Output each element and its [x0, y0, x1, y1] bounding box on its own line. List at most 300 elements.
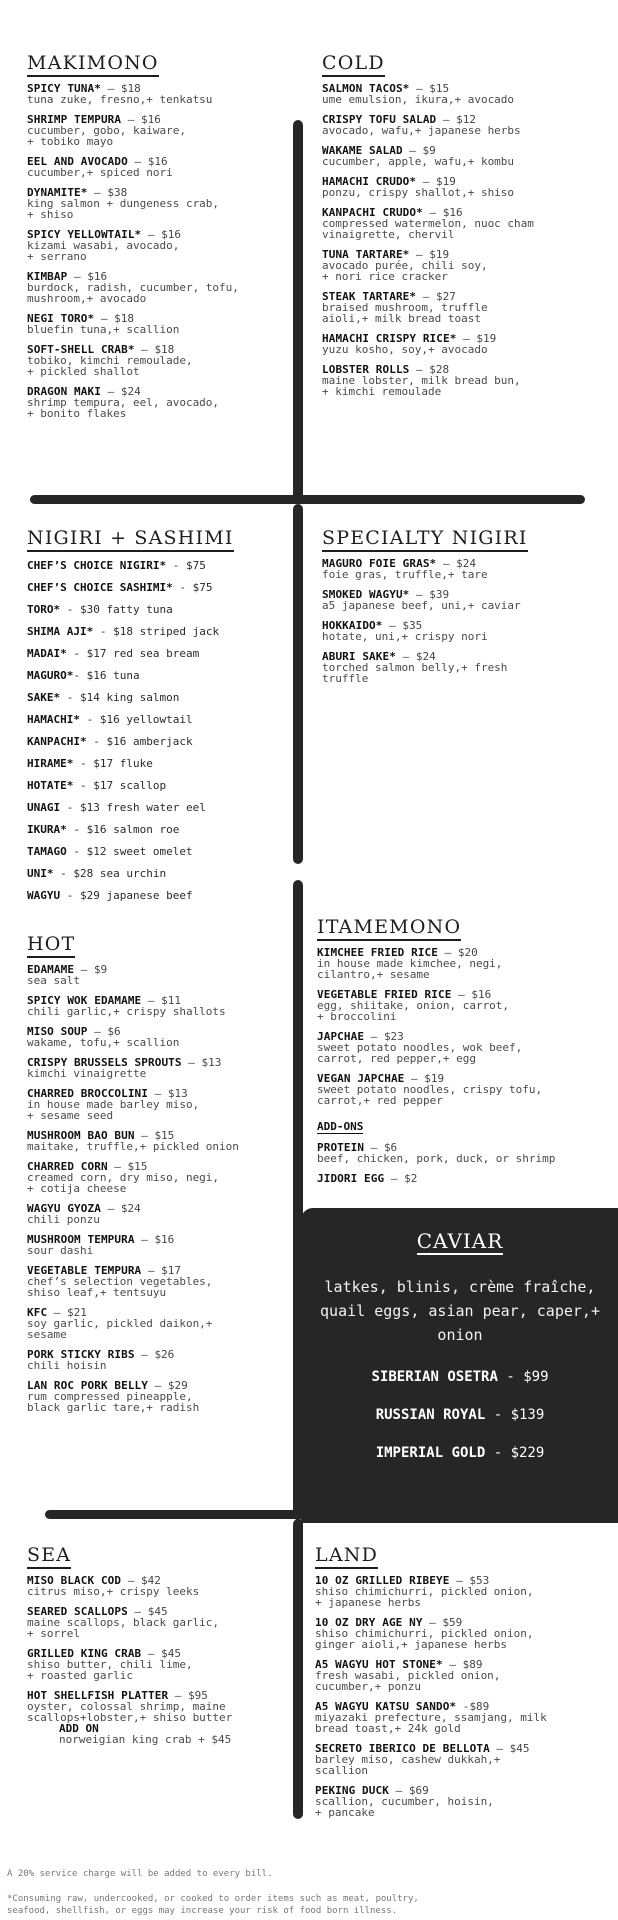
menu-item-separator: –	[409, 82, 430, 95]
menu-item-separator: –	[438, 946, 458, 959]
menu-item-name: MISO BLACK COD	[27, 1574, 122, 1587]
menu-item-separator: –	[121, 113, 141, 126]
menu-item-price: $89	[462, 1658, 483, 1671]
menu-item-name: CRISPY TOFU SALAD	[322, 113, 437, 126]
menu-item-price: $17	[161, 1264, 182, 1277]
menu-item-price: $16	[442, 206, 463, 219]
caviar-option-price: $99	[523, 1369, 549, 1385]
menu-item	[317, 1142, 612, 1164]
menu-item-price: $29	[167, 1379, 188, 1392]
nigiri-item-detail: $29 japanese beef	[80, 889, 193, 902]
menu-item-description: torched salmon belly,+ fresh truffle	[322, 661, 508, 685]
menu-item	[27, 964, 289, 986]
menu-item-price: $16	[147, 155, 168, 168]
menu-item-name: SOFT-SHELL CRAB*	[27, 343, 135, 356]
menu-item	[317, 989, 612, 1022]
menu-item-description: wakame, tofu,+ scallion	[27, 1036, 180, 1049]
menu-item-description: creamed corn, dry miso, negi, + cotija cheese	[27, 1171, 220, 1195]
nigiri-item	[27, 626, 289, 638]
menu-item-name: SPICY YELLOWTAIL*	[27, 228, 142, 241]
menu-item-description: king salmon + dungeness crab, + shiso	[27, 197, 220, 221]
nigiri-item-detail: $17 red sea bream	[86, 647, 200, 660]
nigiri-item-separator: -	[60, 603, 80, 616]
menu-item-price: $89	[469, 1700, 490, 1713]
menu-item-separator: –	[127, 1605, 148, 1618]
menu-item-name: GRILLED KING CRAB	[27, 1647, 142, 1660]
menu-item-name: HOKKAIDO*	[322, 619, 383, 632]
menu-item-name: LAN ROC PORK BELLY	[27, 1379, 149, 1392]
menu-item-price: $11	[161, 994, 182, 1007]
nigiri-item-name: TAMAGO	[27, 845, 67, 858]
menu-item-name: CHARRED BROCCOLINI	[27, 1087, 149, 1100]
menu-item-name: JIDORI EGG	[317, 1172, 385, 1185]
nigiri-item	[27, 868, 289, 880]
menu-item-description: sour dashi	[27, 1244, 94, 1257]
menu-item-separator: –	[416, 290, 436, 303]
menu-item-description: egg, shiitake, onion, carrot, + broccolini	[317, 999, 510, 1023]
menu-item-name: LOBSTER ROLLS	[322, 363, 410, 376]
menu-item	[322, 145, 612, 167]
menu-item	[322, 364, 612, 397]
menu-item-price: $39	[429, 588, 450, 601]
menu-item-name: HAMACHI CRUDO*	[322, 175, 417, 188]
menu-item-separator: -	[456, 1700, 470, 1713]
menu-item	[27, 1026, 289, 1048]
sea-list	[27, 1575, 289, 1723]
menu-item-separator: –	[134, 1348, 155, 1361]
nigiri-item-detail: $28 sea urchin	[73, 867, 167, 880]
sea-addon	[27, 1723, 289, 1745]
menu-item-separator: –	[388, 1784, 409, 1797]
nigiri-item-name: CHEF’S CHOICE SASHIMI*	[27, 581, 173, 594]
menu-item-price: $19	[436, 175, 456, 188]
nigiri-item-detail: $18 striped jack	[113, 625, 220, 638]
menu-item-separator: –	[456, 332, 477, 345]
menu-item-description: barley miso, cashew dukkah,+ scallion	[315, 1753, 501, 1777]
menu-item-separator: –	[384, 1172, 405, 1185]
nigiri-item-separator: -	[73, 669, 87, 682]
menu-item-price: $27	[436, 290, 456, 303]
menu-item-separator: –	[422, 1616, 443, 1629]
menu-item	[27, 344, 289, 377]
menu-item-name: STEAK TARTARE*	[322, 290, 417, 303]
menu-item-description: fresh wasabi, pickled onion, cucumber,+ ponzu	[315, 1669, 501, 1693]
caviar-option-name: IMPERIAL GOLD	[375, 1445, 486, 1461]
nigiri-section	[27, 528, 289, 912]
menu-item-description: yuzu kosho, soy,+ avocado	[322, 343, 488, 356]
nigiri-item-detail: $30 fatty tuna	[80, 603, 173, 616]
menu-item-separator: –	[449, 1574, 470, 1587]
nigiri-item	[27, 802, 289, 814]
menu-item-name: CRISPY BRUSSELS SPROUTS	[27, 1056, 182, 1069]
menu-item-price: $16	[161, 228, 182, 241]
menu-item-description: avocado purée, chili soy, + nori rice cracker	[322, 259, 488, 283]
menu-item	[317, 1073, 612, 1106]
nigiri-item-detail: $17 scallop	[93, 779, 167, 792]
menu-item-description: hotate, uni,+ crispy nori	[322, 630, 488, 643]
menu-item-price: $24	[120, 1202, 141, 1215]
menu-item-description: shiso chimichurri, pickled onion, ginger aioli,+ japanese herbs	[315, 1627, 534, 1651]
menu-item	[322, 589, 612, 611]
menu-item-name: 10 OZ GRILLED RIBEYE	[315, 1574, 450, 1587]
menu-item-description: beef, chicken, pork, duck, or shrimp	[317, 1152, 556, 1165]
menu-item-separator: –	[87, 1025, 108, 1038]
menu-item-separator: –	[121, 1574, 141, 1587]
menu-item	[27, 1575, 289, 1597]
nigiri-item	[27, 714, 289, 726]
menu-item-separator: –	[181, 1056, 202, 1069]
menu-item-description: sea salt	[27, 974, 80, 987]
menu-item	[322, 333, 612, 355]
caviar-option-price: $139	[510, 1407, 545, 1423]
menu-item	[27, 313, 289, 335]
menu-item-separator: –	[134, 1233, 155, 1246]
menu-item-description: tobiko, kimchi remoulade, + pickled shallot	[27, 354, 193, 378]
menu-item	[322, 176, 612, 198]
nigiri-item-separator: -	[60, 691, 80, 704]
menu-item-name: HAMACHI CRISPY RICE*	[322, 332, 457, 345]
menu-item-description: tuna zuke, fresno,+ tenkatsu	[27, 93, 213, 106]
menu-item-separator: –	[436, 557, 457, 570]
menu-item-description: oyster, colossal shrimp, maine scallops+lobster,+ shiso butter	[27, 1700, 233, 1724]
makimono-title: MAKIMONO	[27, 53, 159, 77]
itamemono-title: ITAMEMONO	[317, 917, 461, 941]
menu-item	[315, 1575, 612, 1608]
caviar-title: CAVIAR	[416, 1229, 504, 1253]
menu-item-description: maine lobster, milk bread bun, + kimchi remoulade	[322, 374, 521, 398]
caviar-option-price: $229	[510, 1445, 545, 1461]
menu-item-description: a5 japanese beef, uni,+ caviar	[322, 599, 521, 612]
cold-title: COLD	[322, 53, 385, 77]
menu-item-name: PORK STICKY RIBS	[27, 1348, 135, 1361]
nigiri-item-detail: $17 fluke	[93, 757, 153, 770]
menu-item-name: WAGYU GYOZA	[27, 1202, 101, 1215]
nigiri-item-separator: -	[172, 581, 193, 594]
makimono-section	[27, 53, 289, 428]
menu-item	[27, 1307, 289, 1340]
hot-title: HOT	[27, 934, 75, 958]
nigiri-item-name: UNAGI	[27, 801, 61, 814]
nigiri-item-name: MADAI*	[27, 647, 67, 660]
raw-food-warning: *Consuming raw, undercooked, or cooked to order items such as meat, poultry, seafood, shellfish, or eggs may increase your risk of food born illness.	[7, 1894, 419, 1916]
caviar-option-separator: -	[497, 1369, 524, 1385]
menu-item	[322, 291, 612, 324]
menu-item-name: 10 OZ DRY AGE NY	[315, 1616, 423, 1629]
menu-item-separator: –	[100, 385, 121, 398]
menu-item	[27, 83, 289, 105]
nigiri-item-separator: -	[66, 647, 87, 660]
caviar-option	[301, 1445, 618, 1461]
menu-item-name: MUSHROOM TEMPURA	[27, 1233, 135, 1246]
menu-item-description: rum compressed pineapple, black garlic tare,+ radish	[27, 1390, 200, 1414]
menu-item-separator: –	[141, 1647, 162, 1660]
nigiri-item-separator: -	[73, 779, 94, 792]
menu-item-name: SPICY TUNA*	[27, 82, 101, 95]
menu-item-price: $15	[127, 1160, 148, 1173]
menu-item-name: WAKAME SALAD	[322, 144, 403, 157]
menu-item-name: KANPACHI CRUDO*	[322, 206, 423, 219]
menu-item-name: MUSHROOM BAO BUN	[27, 1129, 135, 1142]
menu-item-header	[317, 1173, 612, 1184]
menu-item-description: chili ponzu	[27, 1213, 100, 1226]
nigiri-item-detail: $75	[185, 559, 206, 572]
menu-item	[27, 1349, 289, 1371]
nigiri-item-separator: -	[86, 735, 107, 748]
caviar-option-separator: -	[485, 1407, 511, 1423]
menu-item-price: $38	[107, 186, 128, 199]
menu-item-description: shrimp tempura, eel, avocado, + bonito flakes	[27, 396, 220, 420]
caviar-description: latkes, blinis, crème fraîche, quail eggs, asian pear, caper,+ onion	[320, 1278, 600, 1344]
menu-item-price: $18	[114, 312, 134, 325]
menu-item-description: braised mushroom, truffle aioli,+ milk bread toast	[322, 301, 488, 325]
menu-item-separator: –	[402, 144, 423, 157]
nigiri-item-separator: -	[60, 889, 80, 902]
hot-list	[27, 964, 289, 1413]
vertical-divider-top	[293, 120, 303, 500]
menu-item-separator: –	[141, 994, 162, 1007]
menu-item	[27, 386, 289, 419]
menu-item-description: sweet potato noodles, wok beef, carrot, red pepper,+ egg	[317, 1041, 523, 1065]
menu-item	[322, 558, 612, 580]
menu-item-separator: –	[382, 619, 403, 632]
menu-item-separator: –	[87, 186, 108, 199]
menu-item-price: $15	[154, 1129, 175, 1142]
menu-item-price: $9	[93, 963, 108, 976]
menu-item-separator: –	[364, 1030, 384, 1043]
nigiri-item	[27, 736, 289, 748]
menu-item-separator: –	[168, 1689, 189, 1702]
menu-item-name: MAGURO FOIE GRAS*	[322, 557, 437, 570]
menu-item-name: PROTEIN	[317, 1141, 365, 1154]
menu-item-price: $45	[161, 1647, 182, 1660]
menu-item-description: shiso chimichurri, pickled onion, + japanese herbs	[315, 1585, 534, 1609]
caviar-options	[301, 1369, 618, 1461]
caviar-panel	[301, 1208, 618, 1523]
menu-item-name: SEARED SCALLOPS	[27, 1605, 128, 1618]
specialty-list	[322, 558, 612, 684]
menu-item	[315, 1617, 612, 1650]
menu-item	[322, 83, 612, 105]
menu-item-name: A5 WAGYU KATSU SANDO*	[315, 1700, 457, 1713]
menu-item-name: EEL AND AVOCADO	[27, 155, 128, 168]
nigiri-item-detail: $12 sweet omelet	[86, 845, 193, 858]
menu-item-price: $28	[429, 363, 450, 376]
menu-item-price: $18	[120, 82, 141, 95]
specialty-section	[322, 528, 612, 693]
menu-item	[27, 114, 289, 147]
menu-item-name: TUNA TARTARE*	[322, 248, 410, 261]
menu-item-name: JAPCHAE	[317, 1030, 365, 1043]
nigiri-item	[27, 758, 289, 770]
menu-item-name: SPICY WOK EDAMAME	[27, 994, 142, 1007]
makimono-list	[27, 83, 289, 419]
menu-item-name: ABURI SAKE*	[322, 650, 396, 663]
nigiri-item	[27, 890, 289, 902]
nigiri-item-name: IKURA*	[27, 823, 67, 836]
menu-item-price: $24	[120, 385, 141, 398]
menu-item-price: $26	[154, 1348, 175, 1361]
menu-item-description: in house made kimchee, negi, cilantro,+ sesame	[317, 957, 503, 981]
nigiri-item-name: SAKE*	[27, 691, 61, 704]
cold-section	[322, 53, 612, 406]
nigiri-item-name: MAGURO*	[27, 669, 74, 682]
caviar-option-separator: -	[485, 1445, 511, 1461]
menu-item-description: chili garlic,+ crispy shallots	[27, 1005, 226, 1018]
nigiri-item-detail: $16 yellowtail	[99, 713, 193, 726]
menu-item	[27, 1161, 289, 1194]
nigiri-item-detail: $14 king salmon	[80, 691, 180, 704]
menu-item-separator: –	[409, 363, 430, 376]
menu-item-separator: –	[134, 343, 155, 356]
menu-item-separator: –	[404, 1072, 425, 1085]
nigiri-item	[27, 692, 289, 704]
menu-item-description: in house made barley miso, + sesame seed	[27, 1098, 200, 1122]
vertical-divider-middle	[293, 504, 303, 864]
menu-item-description: maitake, truffle,+ pickled onion	[27, 1140, 239, 1153]
menu-item-description: avocado, wafu,+ japanese herbs	[322, 124, 521, 137]
hot-section	[27, 934, 289, 1422]
addons-title: ADD-ONS	[317, 1120, 364, 1133]
nigiri-item-detail: $75	[192, 581, 213, 594]
menu-item-name: VEGETABLE FRIED RICE	[317, 988, 452, 1001]
land-list	[315, 1575, 612, 1818]
nigiri-item-separator: -	[166, 559, 186, 572]
menu-item-separator: –	[100, 1202, 121, 1215]
nigiri-item-name: KANPACHI*	[27, 735, 87, 748]
menu-item-separator: –	[416, 175, 436, 188]
menu-item-price: $19	[424, 1072, 445, 1085]
horizontal-divider-top	[30, 495, 585, 504]
sea-section	[27, 1545, 289, 1745]
nigiri-item-name: UNI*	[27, 867, 54, 880]
menu-item	[27, 1203, 289, 1225]
nigiri-item-name: HOTATE*	[27, 779, 74, 792]
menu-item-separator: –	[47, 1306, 68, 1319]
menu-item-price: $35	[402, 619, 423, 632]
menu-item	[27, 1234, 289, 1256]
nigiri-list	[27, 560, 289, 902]
menu-item	[322, 620, 612, 642]
menu-item-separator: –	[442, 1658, 463, 1671]
menu-item-description: burdock, radish, cucumber, tofu, mushroom,+ avocado	[27, 281, 239, 305]
menu-item-separator: –	[364, 1141, 384, 1154]
menu-item-price: $42	[141, 1574, 161, 1587]
menu-item	[27, 229, 289, 262]
nigiri-item-separator: -	[93, 625, 114, 638]
menu-item-price: $69	[408, 1784, 429, 1797]
nigiri-item-separator: -	[66, 823, 87, 836]
menu-item-separator: –	[141, 228, 162, 241]
nigiri-item	[27, 780, 289, 792]
menu-item-price: $6	[383, 1141, 398, 1154]
menu-item	[315, 1743, 612, 1776]
menu-item-name: CHARRED CORN	[27, 1160, 108, 1173]
menu-item-price: $19	[429, 248, 450, 261]
menu-item-name: KFC	[27, 1306, 48, 1319]
nigiri-item-name: TORO*	[27, 603, 61, 616]
menu-item-name: SHRIMP TEMPURA	[27, 113, 122, 126]
menu-item-price: $24	[456, 557, 477, 570]
menu-item	[27, 995, 289, 1017]
nigiri-item-name: CHEF’S CHOICE NIGIRI*	[27, 559, 167, 572]
menu-item-name: NEGI TORO*	[27, 312, 95, 325]
menu-item-separator: –	[100, 82, 121, 95]
menu-item-price: $13	[167, 1087, 188, 1100]
menu-item-name: EDAMAME	[27, 963, 75, 976]
menu-item-separator: –	[134, 1129, 155, 1142]
nigiri-item-detail: $16 amberjack	[106, 735, 193, 748]
menu-item	[27, 1606, 289, 1639]
menu-item-price: $21	[67, 1306, 87, 1319]
menu-item-separator: –	[94, 312, 115, 325]
menu-item-price: $16	[471, 988, 492, 1001]
nigiri-item	[27, 648, 289, 660]
menu-item-name: KIMCHEE FRIED RICE	[317, 946, 439, 959]
nigiri-item-separator: -	[60, 801, 80, 814]
sea-addon-label: ADD ON	[59, 1722, 99, 1735]
nigiri-item	[27, 560, 289, 572]
menu-item-name: SALMON TACOS*	[322, 82, 410, 95]
menu-item-separator: –	[395, 650, 416, 663]
menu-item	[317, 1031, 612, 1064]
menu-item	[27, 156, 289, 178]
menu-item	[27, 1648, 289, 1681]
menu-item-name: SMOKED WAGYU*	[322, 588, 410, 601]
menu-item	[27, 271, 289, 304]
menu-item-name: VEGETABLE TEMPURA	[27, 1264, 142, 1277]
menu-item-description: shiso butter, chili lime, + roasted garlic	[27, 1658, 193, 1682]
service-charge-note: A 20% service charge will be added to every bill.	[7, 1869, 273, 1879]
menu-item-description: miyazaki prefecture, ssamjang, milk bread toast,+ 24k gold	[315, 1711, 547, 1735]
caviar-option	[301, 1407, 618, 1423]
menu-item-price: $59	[442, 1616, 463, 1629]
menu-item-description: bluefin tuna,+ scallion	[27, 323, 180, 336]
menu-item-description: cucumber, gobo, kaiware, + tobiko mayo	[27, 124, 186, 148]
menu-item-name: DRAGON MAKI	[27, 385, 101, 398]
menu-item-description: ume emulsion, ikura,+ avocado	[322, 93, 515, 106]
menu-item-separator: –	[127, 155, 148, 168]
menu-item-price: $6	[107, 1025, 121, 1038]
menu-item-separator: –	[107, 1160, 128, 1173]
land-section	[315, 1545, 612, 1827]
caviar-option-name: SIBERIAN OSETRA	[371, 1369, 498, 1385]
nigiri-item	[27, 670, 289, 682]
menu-item-name: PEKING DUCK	[315, 1784, 389, 1797]
land-title: LAND	[315, 1545, 378, 1569]
menu-item-description: sweet potato noodles, crispy tofu, carrot,+ red pepper	[317, 1083, 543, 1107]
menu-item-price: $20	[457, 946, 478, 959]
nigiri-item	[27, 824, 289, 836]
menu-item-price: $16	[154, 1233, 175, 1246]
nigiri-title: NIGIRI + SASHIMI	[27, 528, 234, 552]
nigiri-item-name: SHIMA AJI*	[27, 625, 94, 638]
nigiri-item-separator: -	[73, 757, 94, 770]
menu-item-price: $19	[476, 332, 497, 345]
menu-item-separator: –	[409, 248, 430, 261]
menu-item-price: $23	[383, 1030, 404, 1043]
menu-item-name: MISO SOUP	[27, 1025, 88, 1038]
menu-item-separator: –	[74, 963, 94, 976]
menu-item	[27, 1088, 289, 1121]
caviar-option-name: RUSSIAN ROYAL	[375, 1407, 486, 1423]
menu-item	[27, 1690, 289, 1723]
menu-item-separator: –	[148, 1379, 168, 1392]
menu-item-price: $13	[201, 1056, 222, 1069]
menu-item-separator: –	[451, 988, 472, 1001]
menu-item	[27, 187, 289, 220]
menu-item	[317, 947, 612, 980]
menu-item	[322, 249, 612, 282]
